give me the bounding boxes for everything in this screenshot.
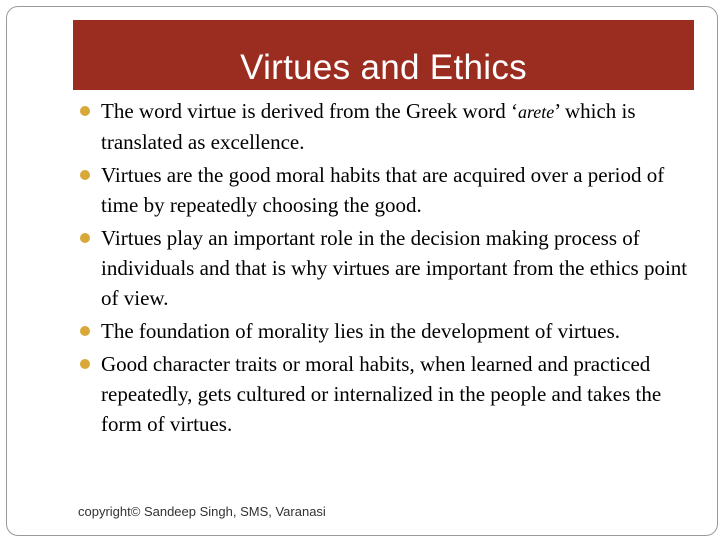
slide-title: Virtues and Ethics [240,48,527,87]
bullet-text: Virtues play an important role in the decision making process of individuals and that is why virtues are important from the ethics point of view. [101,226,688,310]
bullet-icon [80,326,90,336]
bullet-item [78,96,698,157]
bullet-text: Virtues are the good moral habits that are acquired over a period of time by repeatedly choosing the good. [101,163,665,217]
bullet-item [78,349,698,439]
bullet-list [78,96,698,442]
bullet-icon [80,106,90,116]
bullet-emphasis: arete [517,102,555,122]
bullet-item [78,160,698,220]
bullet-item [78,316,698,346]
bullet-icon [80,233,90,243]
bullet-icon [80,359,90,369]
bullet-text: Good character traits or moral habits, when learned and practiced repeatedly, gets cultured or internalized in the people and takes the form of virtues. [101,352,662,436]
bullet-text-before: The word virtue is derived from the Greek word ‘ [101,99,518,123]
bullet-text-after: ’ which is translated as excellence. [101,99,636,154]
bullet-icon [80,170,90,180]
bullet-item [78,223,698,313]
copyright-footer: copyright© Sandeep Singh, SMS, Varanasi [78,504,326,519]
title-bar [73,20,694,90]
bullet-text: The foundation of morality lies in the development of virtues. [101,319,621,343]
